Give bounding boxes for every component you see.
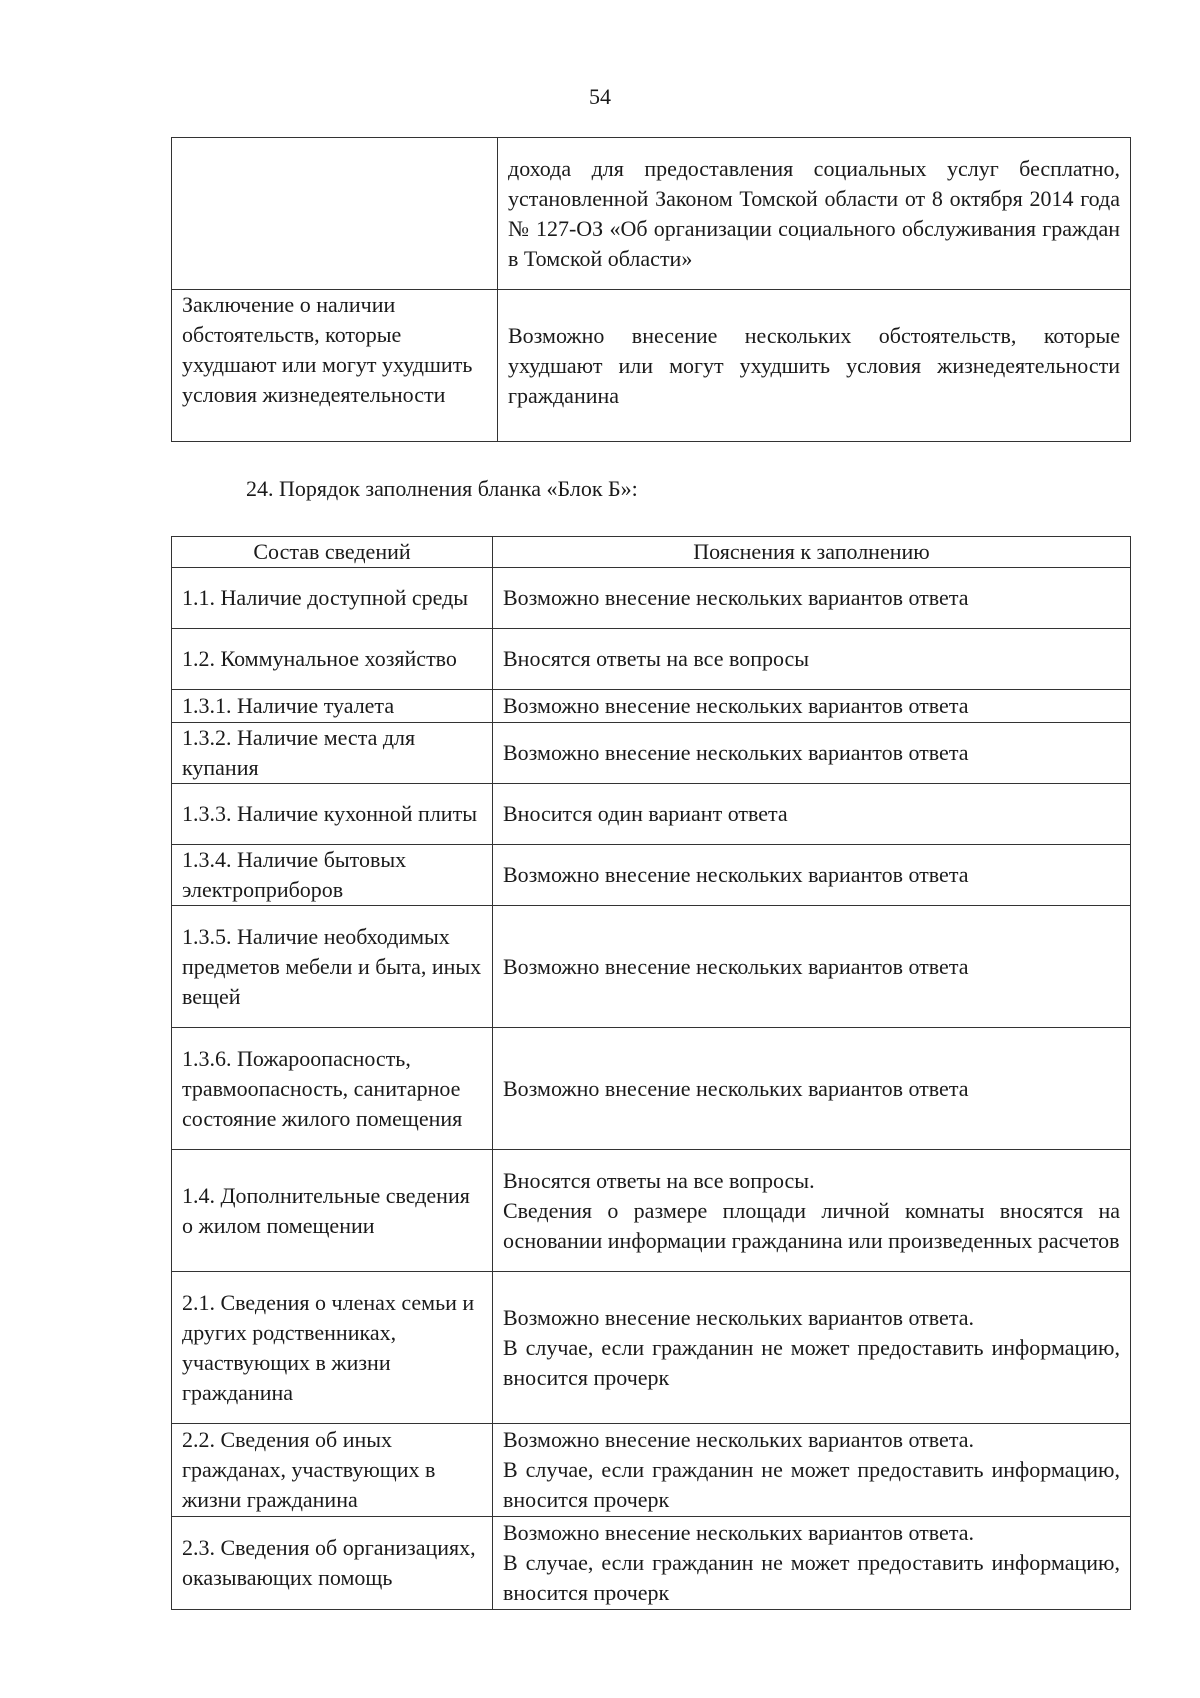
table-cell-left: 2.3. Сведения об организациях, оказывающих помощь (172, 1517, 493, 1610)
table-cell-right: Вносятся ответы на все вопросы (493, 629, 1131, 690)
column-header: Пояснения к заполнению (493, 537, 1131, 568)
table-cell-right: Вносится один вариант ответа (493, 784, 1131, 845)
page-number: 54 (589, 84, 611, 109)
column-header: Состав сведений (172, 537, 493, 568)
table-cell-left (172, 138, 498, 290)
table-cell-right: Возможно внесение нескольких вариантов ответа (493, 690, 1131, 723)
table-cell-line: Возможно внесение нескольких вариантов ответа. (503, 1427, 974, 1452)
table-row (172, 1272, 1131, 1424)
table-row (172, 1028, 1131, 1150)
table-row (172, 723, 1131, 784)
table-row (172, 784, 1131, 845)
continuation-table (171, 137, 1131, 442)
table-row (172, 1517, 1131, 1610)
table-cell-right (493, 1424, 1131, 1517)
table-cell-right: дохода для предоставления социальных услуг бесплатно, установленной Законом Томской области от 8 октября 2014 года № 127-ОЗ «Об организации социального обслуживания граждан в Томской области» (498, 138, 1131, 290)
block-b-table (171, 536, 1131, 1610)
table-row (172, 1424, 1131, 1517)
table-cell-line: В случае, если гражданин не может предоставить информацию, вносится прочерк (503, 1550, 1120, 1605)
table-row (172, 629, 1131, 690)
table-cell-line: Возможно внесение нескольких вариантов ответа. (503, 1304, 974, 1330)
table-row (172, 845, 1131, 906)
table-cell-line: В случае, если гражданин не может предоставить информацию, вносится прочерк (503, 1334, 1120, 1390)
table-cell-line: Сведения о размере площади личной комнаты вносятся на основании информации гражданина или произведенных расчетов (503, 1197, 1120, 1253)
table-cell-right: Возможно внесение нескольких обстоятельств, которые ухудшают или могут ухудшить условия жизнедеятельности гражданина (498, 290, 1131, 442)
table-row (172, 138, 1131, 290)
table-cell-left: 1.3.4. Наличие бытовых электроприборов (172, 845, 493, 906)
table-cell-left: 1.3.1. Наличие туалета (172, 690, 493, 723)
table-row (172, 290, 1131, 442)
table-cell-left: 1.1. Наличие доступной среды (172, 568, 493, 629)
table-cell-right: Возможно внесение нескольких вариантов ответа (493, 906, 1131, 1028)
table-cell-left: 1.2. Коммунальное хозяйство (172, 629, 493, 690)
table-cell-right: Возможно внесение нескольких вариантов ответа (493, 723, 1131, 784)
table-cell-left: 1.3.6. Пожароопасность, травмоопасность, санитарное состояние жилого помещения (172, 1028, 493, 1150)
table-cell-left: 2.2. Сведения об иных гражданах, участвующих в жизни гражданина (172, 1424, 493, 1517)
table-cell-left: 2.1. Сведения о членах семьи и других родственниках, участвующих в жизни гражданина (172, 1272, 493, 1424)
table-row (172, 906, 1131, 1028)
table-row (172, 1150, 1131, 1272)
table-cell-line: В случае, если гражданин не может предоставить информацию, вносится прочерк (503, 1457, 1120, 1512)
table-cell-right: Возможно внесение нескольких вариантов ответа (493, 1028, 1131, 1150)
table-cell-left: Заключение о наличии обстоятельств, которые ухудшают или могут ухудшить условия жизнедеятельности (172, 290, 498, 442)
table-row (172, 690, 1131, 723)
table-cell-left: 1.4. Дополнительные сведения о жилом помещении (172, 1150, 493, 1272)
table-cell-right (493, 1517, 1131, 1610)
table-cell-right: Возможно внесение нескольких вариантов ответа (493, 568, 1131, 629)
table-cell-right (493, 1150, 1131, 1272)
table-cell-right (493, 1272, 1131, 1424)
table-cell-left: 1.3.2. Наличие места для купания (172, 723, 493, 784)
table-row (172, 568, 1131, 629)
table-cell-left: 1.3.5. Наличие необходимых предметов мебели и быта, иных вещей (172, 906, 493, 1028)
table-cell-line: Вносятся ответы на все вопросы. (503, 1167, 815, 1193)
table-cell-right: Возможно внесение нескольких вариантов ответа (493, 845, 1131, 906)
table-header-row (172, 537, 1131, 568)
table-cell-left: 1.3.3. Наличие кухонной плиты (172, 784, 493, 845)
table-cell-line: Возможно внесение нескольких вариантов ответа. (503, 1520, 974, 1545)
section-title: 24. Порядок заполнения бланка «Блок Б»: (246, 476, 638, 501)
